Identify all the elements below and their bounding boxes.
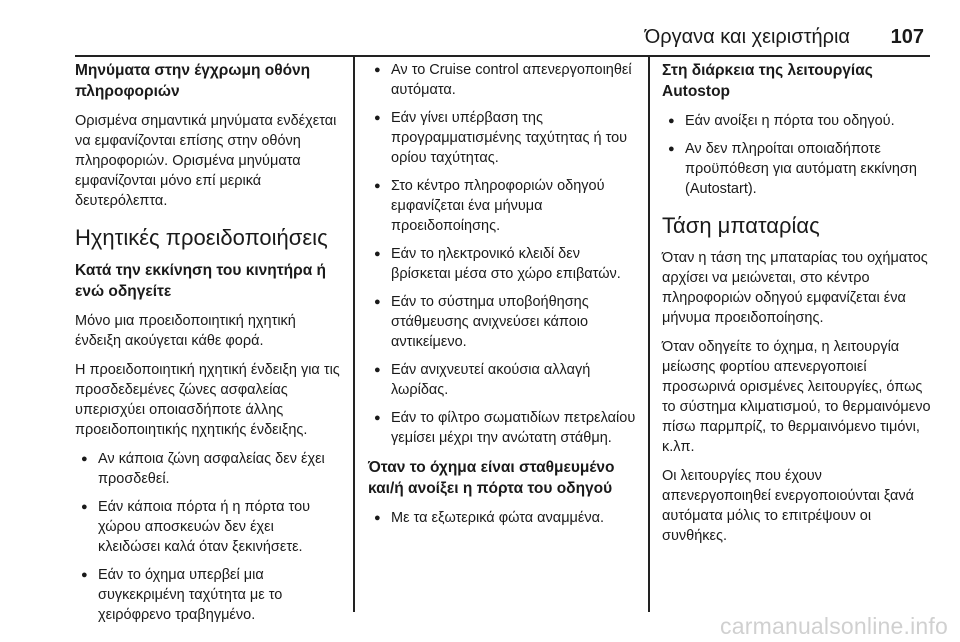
list-item: ● Εάν κάποια πόρτα ή η πόρτα του χώρου αποσκευών δεν έχει κλειδώσει καλά όταν ξεκινήσετε.: [75, 497, 340, 557]
column-1: [75, 60, 340, 634]
paragraph-voltage-warning: Όταν η τάση της μπαταρίας του οχήματος αρχίσει να μειώνεται, στο κέντρο πληροφοριών οδηγού εμφανίζεται ένα μήνυμα προειδοποίησης.: [662, 250, 928, 326]
column-divider-2: [648, 56, 650, 612]
list-item: ● Στο κέντρο πληροφοριών οδηγού εμφανίζεται ένα μήνυμα προειδοποίησης.: [368, 176, 643, 236]
bullet-list-driving: [75, 449, 340, 625]
heading-engine-start-driving: Κατά την εκκίνηση του κινητήρα ή ενώ οδηγείτε: [75, 262, 327, 300]
column-divider-1: [353, 56, 355, 612]
list-item: ● Εάν το ηλεκτρονικό κλειδί δεν βρίσκεται μέσα στο χώρο επιβατών.: [368, 244, 643, 284]
paragraph-load-shedding: Όταν οδηγείτε το όχημα, η λειτουργία μείωσης φορτίου απενεργοποιεί προσωρινά ορισμένες λειτουργίες, όπως το σύστημα κλιματισμού, το θερμαινόμενο πίσω παρμπρίζ, το θερμαινόμενο τιμόνι, κ.λπ.: [662, 339, 931, 455]
column-3: [662, 60, 934, 555]
paragraph-info-display-messages: Ορισμένα σημαντικά μηνύματα ενδέχεται να εμφανίζονται επίσης στην οθόνη πληροφοριών. Ορισμένα μηνύματα εμφανίζονται μόνο επί μερικά δευτερόλεπτα.: [75, 113, 337, 209]
header-rule: [75, 55, 930, 57]
page-header: [0, 0, 960, 52]
list-item: ● Εάν το όχημα υπερβεί μια συγκεκριμένη ταχύτητα με το χειρόφρενο τραβηγμένο.: [75, 565, 340, 625]
list-item: ● Αν το Cruise control απενεργοποιηθεί αυτόματα.: [368, 60, 643, 100]
list-item: ● Με τα εξωτερικά φώτα αναμμένα.: [368, 508, 643, 528]
page-footer: [0, 612, 960, 642]
list-item: ● Εάν ανοίξει η πόρτα του οδηγού.: [662, 111, 934, 131]
list-item: ● Εάν γίνει υπέρβαση της προγραμματισμένης ταχύτητας ή του ορίου ταχύτητας.: [368, 108, 643, 168]
list-item: ● Εάν ανιχνευτεί ακούσια αλλαγή λωρίδας.: [368, 360, 643, 400]
heading-parked-driver-door: Όταν το όχημα είναι σταθμευμένο και/ή ανοίξει η πόρτα του οδηγού: [368, 459, 615, 497]
list-item: ● Αν δεν πληροίται οποιαδήποτε προϋπόθεση για αυτόματη εκκίνηση (Autostart).: [662, 139, 934, 199]
watermark: carmanualsonline.info: [720, 613, 948, 639]
heading-battery-voltage: Τάση μπαταρίας: [662, 213, 820, 238]
column-2: [368, 60, 643, 537]
paragraph-reactivation: Οι λειτουργίες που έχουν απενεργοποιηθεί ενεργοποιούνται ξανά αυτόματα μόλις το επιτρέψουν οι συνθήκες.: [662, 468, 914, 544]
paragraph-seatbelt-priority: Η προειδοποιητική ηχητική ένδειξη για τις προσδεδεμένες ζώνες ασφαλείας υπερισχύει οποιασδήποτε άλλης προειδοποιητικής ηχητικής ένδειξης.: [75, 362, 340, 438]
bullet-list-parked: [368, 508, 643, 528]
heading-autostop: Στη διάρκεια της λειτουργίας Autostop: [662, 62, 873, 100]
bullet-list-driving-continued: [368, 60, 643, 448]
page-number: 107: [890, 26, 924, 48]
heading-audible-warnings: Ηχητικές προειδοποιήσεις: [75, 225, 328, 250]
chapter-title: Όργανα και χειριστήρια: [644, 26, 850, 48]
list-item: ● Εάν το σύστημα υποβοήθησης στάθμευσης ανιχνεύσει κάποιο αντικείμενο.: [368, 292, 643, 352]
list-item: ● Εάν το φίλτρο σωματιδίων πετρελαίου γεμίσει μέχρι την ανώτατη στάθμη.: [368, 408, 643, 448]
paragraph-one-warning: Μόνο μια προειδοποιητική ηχητική ένδειξη ακούγεται κάθε φορά.: [75, 313, 296, 349]
bullet-list-autostop: [662, 111, 934, 199]
list-item: ● Αν κάποια ζώνη ασφαλείας δεν έχει προσδεθεί.: [75, 449, 340, 489]
heading-info-display-messages: Μηνύματα στην έγχρωμη οθόνη πληροφοριών: [75, 62, 311, 100]
